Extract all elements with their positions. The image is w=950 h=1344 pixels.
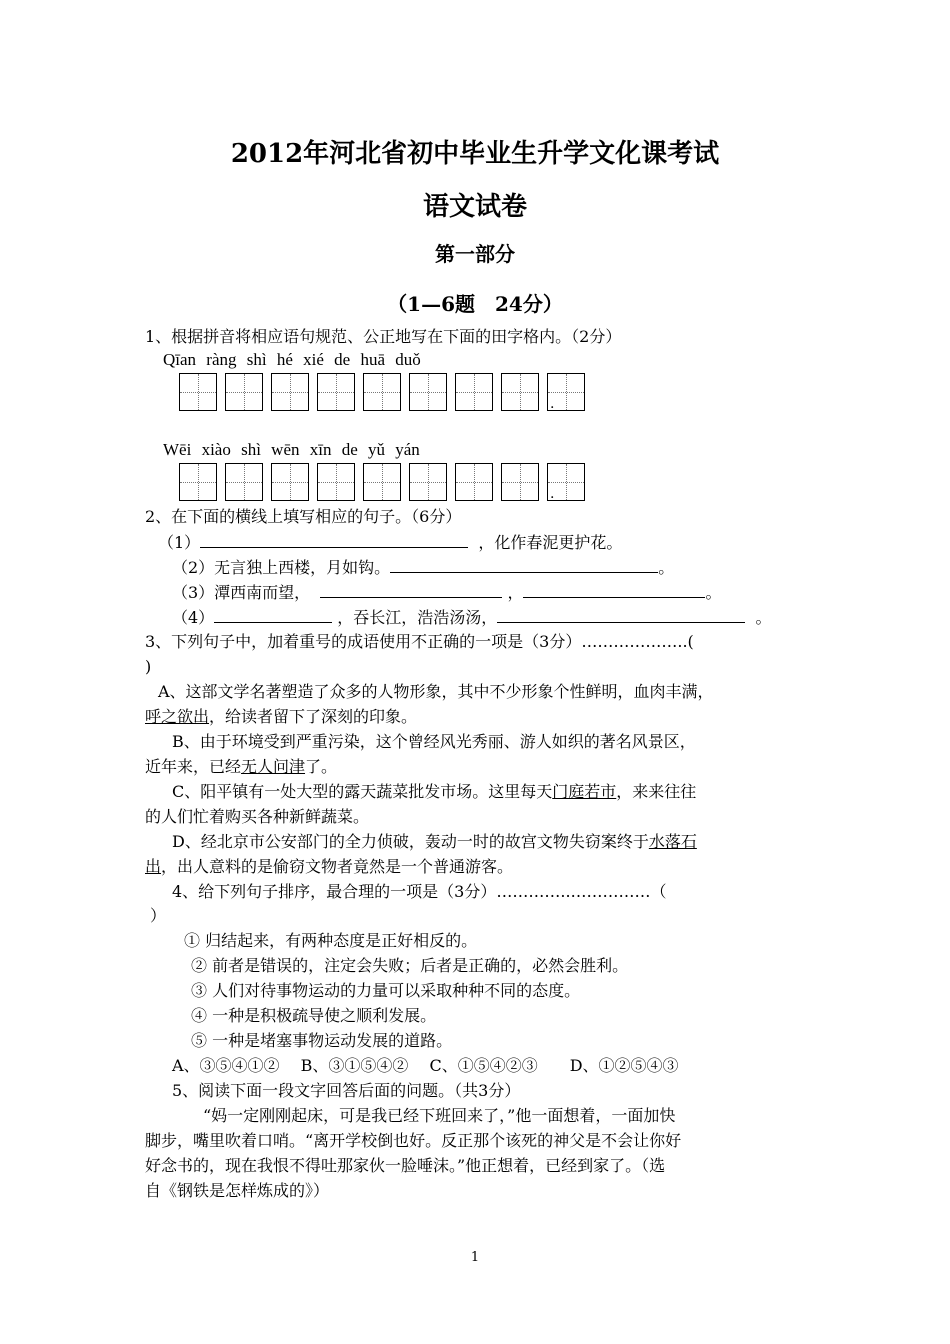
q2-l3-mid: ， (507, 583, 524, 602)
q3-c1-pre: C、阳平镇有一处大型的露天蔬菜批发市场。这里每天 (172, 782, 553, 801)
answer-blank[interactable] (497, 606, 745, 623)
grid-cell[interactable] (317, 373, 355, 411)
grid-cell[interactable] (363, 373, 401, 411)
grid-cell[interactable] (501, 463, 539, 501)
part-range: （1—6题 24分） (387, 292, 563, 316)
q3-option-a-2 (145, 706, 417, 728)
answer-blank[interactable] (200, 531, 468, 548)
q3-prompt: 3、下列句子中，加着重号的成语使用不正确的一项是（3分）………………..( (145, 632, 694, 651)
q3-prompt-end: ) (145, 657, 152, 676)
q2-line-3 (172, 581, 721, 604)
q4-options: A、③⑤④①② B、③①⑤④② C、①⑤④②③ D、①②⑤④③ (172, 1056, 679, 1075)
q3-option-b-2 (145, 756, 337, 778)
part-heading: 第一部分 (435, 242, 515, 266)
grid-cell[interactable] (455, 373, 493, 411)
emphasized-idiom: 无人问津 (241, 757, 306, 776)
q2-l4-mid: ，吞长江，浩浩汤汤， (337, 608, 498, 627)
q3-option-c-2: 的人们忙着购买各种新鲜蔬菜。 (145, 807, 370, 826)
grid-cell[interactable] (317, 463, 355, 501)
q2-l3-suffix: 。 (705, 583, 722, 602)
period-mark: . (550, 396, 555, 412)
q3-d1-pre: D、经北京市公安部门的全力侦破，轰动一时的故宫文物失窃案终于 (172, 832, 649, 851)
q5-passage-3: 好念书的，现在我恨不得吐那家伙一脸唾沫。”他正想着，已经到家了。（选 (145, 1156, 666, 1175)
q3-b2-pre: 近年来，已经 (145, 757, 242, 776)
q3-option-b-1: B、由于环境受到严重污染，这个曾经风光秀丽、游人如织的著名风景区， (172, 732, 696, 751)
q1-grid-2[interactable] (179, 463, 585, 501)
q2-l4-prefix: （4） (172, 608, 215, 627)
emphasized-idiom: 水落石 (648, 832, 697, 851)
q5-prompt: 5、阅读下面一段文字回答后面的问题。（共3分） (172, 1081, 521, 1100)
q3-c1-rest: ，来来往往 (616, 782, 697, 801)
exam-subtitle: 语文试卷 (422, 192, 527, 222)
grid-cell[interactable] (271, 373, 309, 411)
q3-option-a-1: A、这部文学名著塑造了众多的人物形象，其中不少形象个性鲜明，血肉丰满， (158, 682, 714, 701)
q5-passage-1: “妈一定刚刚起床，可是我已经下班回来了，”他一面想着，一面加快 (203, 1106, 676, 1125)
q2-l1-suffix: ，化作春泥更护花。 (478, 533, 623, 552)
q2-l2-prefix: （2）无言独上西楼，月如钩。 (172, 558, 391, 577)
q4-sentence-3: ③ 人们对待事物运动的力量可以采取种种不同的态度。 (191, 981, 581, 1000)
grid-cell[interactable] (271, 463, 309, 501)
q1-pinyin-1: Qīan ràng shì hé xié de huā duǒ (163, 350, 421, 369)
page-number: 1 (470, 1250, 480, 1265)
q2-l4-suffix: 。 (755, 608, 772, 627)
q4-sentence-1: ① 归结起来，有两种态度是正好相反的。 (184, 931, 478, 950)
q3-option-c-1 (172, 781, 696, 803)
q1-prompt: 1、根据拼音将相应语句规范、公正地写在下面的田字格内。（2分） (145, 327, 622, 346)
emphasized-idiom: 出 (145, 857, 162, 876)
q3-d2-rest: ，出人意料的是偷窃文物者竟然是一个普通游客。 (161, 857, 514, 876)
grid-cell[interactable] (501, 373, 539, 411)
q2-l2-suffix: 。 (658, 558, 675, 577)
q2-line-4 (172, 606, 771, 629)
grid-cell[interactable] (225, 373, 263, 411)
q3-b2-rest: 了。 (305, 757, 338, 776)
grid-cell[interactable] (179, 463, 217, 501)
q2-prompt: 2、在下面的横线上填写相应的句子。（6分） (145, 507, 462, 526)
answer-blank[interactable] (390, 556, 658, 573)
emphasized-idiom: 呼之欲出 (145, 707, 210, 726)
grid-cell[interactable] (409, 373, 447, 411)
period-mark: . (550, 486, 555, 502)
q2-line-1 (158, 531, 622, 554)
grid-cell[interactable] (547, 373, 585, 411)
q3-option-d-1 (172, 831, 697, 853)
grid-cell[interactable] (547, 463, 585, 501)
grid-cell[interactable] (225, 463, 263, 501)
emphasized-idiom: 门庭若市 (552, 782, 617, 801)
grid-cell[interactable] (409, 463, 447, 501)
q2-l3-prefix: （3）潭西南而望， (172, 583, 311, 602)
q3-a2-rest: ，给读者留下了深刻的印象。 (209, 707, 418, 726)
answer-blank[interactable] (320, 581, 502, 598)
grid-cell[interactable] (363, 463, 401, 501)
q1-pinyin-2: Wēi xiào shì wēn xīn de yǔ yán (163, 440, 420, 459)
q5-passage-2: 脚步，嘴里吹着口哨。“离开学校倒也好。反正那个该死的神父是不会让你好 (145, 1131, 682, 1150)
q4-sentence-2: ② 前者是错误的，注定会失败；后者是正确的，必然会胜利。 (191, 956, 629, 975)
answer-blank[interactable] (523, 581, 705, 598)
q3-option-d-2 (145, 856, 513, 878)
grid-cell[interactable] (179, 373, 217, 411)
grid-cell[interactable] (455, 463, 493, 501)
q4-sentence-4: ④ 一种是积极疏导使之顺利发展。 (191, 1006, 437, 1025)
answer-blank[interactable] (214, 606, 332, 623)
q1-grid-1[interactable] (179, 373, 585, 411)
q4-sentence-5: ⑤ 一种是堵塞事物运动发展的道路。 (191, 1031, 453, 1050)
q2-l1-prefix: （1） (158, 533, 201, 552)
exam-title: 2012年河北省初中毕业生升学文化课考试 (230, 139, 720, 169)
q4-prompt-end: ） (150, 906, 167, 925)
q2-line-2 (172, 556, 674, 579)
q5-passage-4: 自《钢铁是怎样炼成的》） (145, 1181, 330, 1200)
q4-prompt: 4、给下列句子排序，最合理的一项是（3分）…………..……………（ (172, 882, 667, 901)
